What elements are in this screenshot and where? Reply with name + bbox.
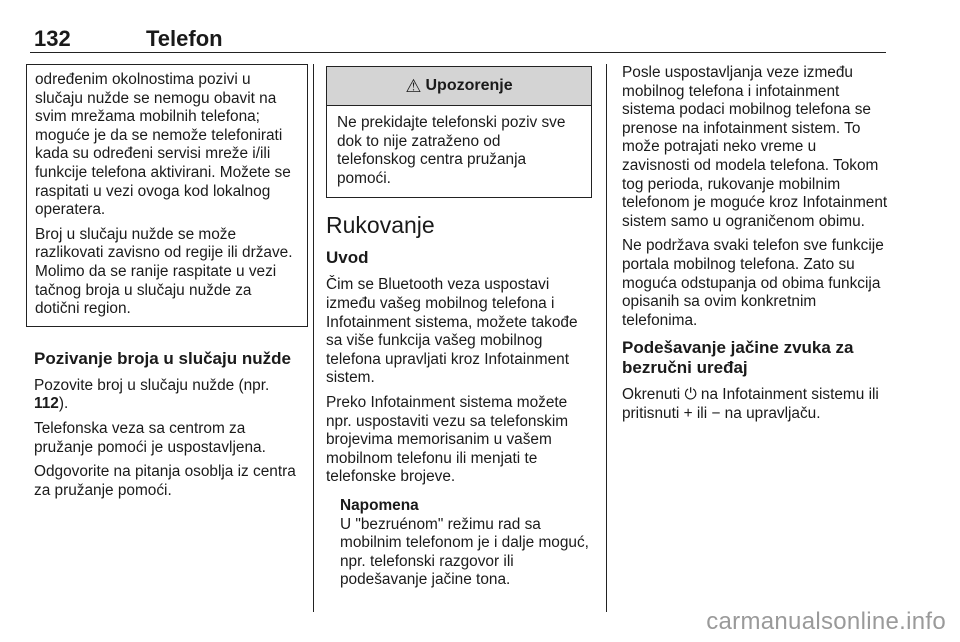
volume-knob-icon: ⏻: [684, 386, 697, 404]
warning-box: [326, 66, 592, 198]
volume-heading: Podešavanje jačine zvuka za bezručni uređaj: [622, 338, 854, 378]
page-title: Telefon: [146, 26, 223, 51]
column-3: [622, 64, 888, 430]
intro-paragraph-2: Preko Infotainment sistema možete npr. uspostaviti vezu sa telefonskim brojevima memorisanim u vašem mobilnom telefonu ili menjati te telefonske brojeve.: [326, 393, 569, 486]
box-paragraph-2: Broj u slučaju nužde se može razlikovati zavisno od regije ili države. Molimo da se ranije raspitate u vezi tačnog broja u slučaju nužde za dotični region.: [35, 225, 293, 318]
box-paragraph-1: određenim okolnostima pozivi u slučaju nužde se nemogu obavit na svim mrežama mobilnih telefona; moguće je da se nemože telefonirati kada su određeni servisi mreže i/ili funkcije telefona aktivirani. Možete se raspitati u vezi ovoga kod lokalnog operatera.: [35, 71, 291, 219]
section-title: Rukovanje: [326, 212, 435, 239]
note-block: [326, 497, 592, 590]
watermark: carmanualsonline.info: [706, 608, 946, 635]
info-paragraph-2: Ne podržava svaki telefon sve funkcije portala mobilnog telefona. Zato su moguća odstupanja od obima funkcija opisanih sa ovim konkretnim telefonima.: [622, 237, 884, 329]
note-title: Napomena: [340, 496, 419, 514]
minus-icon: −: [711, 404, 721, 422]
continued-warning-box: [26, 64, 308, 327]
volume-paragraph: Okrenuti ⏻ na Infotainment sistemu ili pritisnuti + ili − na upravljaču.: [622, 386, 879, 422]
note-text: U "bezruénom" režimu rad sa mobilnim telefonom je i dalje moguć, npr. telefonski razgovor ili podešavanje jačine tona.: [340, 515, 589, 589]
warning-triangle-icon: ⚠: [405, 75, 422, 96]
emergency-number: 112: [34, 395, 59, 413]
emergency-call-heading: Pozivanje broja u slučaju nužde: [34, 348, 291, 368]
warning-body: Ne prekidajte telefonski poziv sve dok to nije zatraženo od telefonskog centra pružanja pomoći.: [337, 114, 566, 187]
emergency-paragraph-3: Odgovorite na pitanja osoblja iz centra za pružanje pomoći.: [34, 463, 296, 499]
emergency-paragraph-1: Pozovite broj u slučaju nužde (npr. 112).: [34, 376, 270, 413]
plus-icon: +: [683, 404, 693, 422]
warning-header: [327, 67, 591, 106]
warning-title: Upozorenje: [425, 76, 513, 94]
column-divider-2: [606, 64, 607, 612]
column-divider-1: [313, 64, 314, 612]
page-number: 132: [34, 26, 71, 51]
page-header: [30, 26, 886, 53]
intro-paragraph-1: Čim se Bluetooth veza uspostavi između vašeg mobilnog telefona i Infotainment sistema, možete takođe sa više funkcija vašeg mobilnog telefona upravljati kroz Infotainment sistem.: [326, 276, 578, 387]
emergency-paragraph-2: Telefonska veza sa centrom za pružanje pomoći je uspostavljena.: [34, 419, 266, 456]
column-1: [34, 64, 298, 506]
info-paragraph-1: Posle uspostavljanja veze između mobilnog telefona i infotainment sistema podaci mobilnog telefona se prenose na infotainment sistem. To može potrajati neko vreme u zavisnosti od modela telefona. Tokom tog perioda, rukovanje mobilnim telefonom je moguće kroz Infotainment sistem samo u ograničenom obimu.: [622, 64, 888, 230]
subsection-title: Uvod: [326, 248, 369, 268]
column-2: [326, 64, 592, 590]
